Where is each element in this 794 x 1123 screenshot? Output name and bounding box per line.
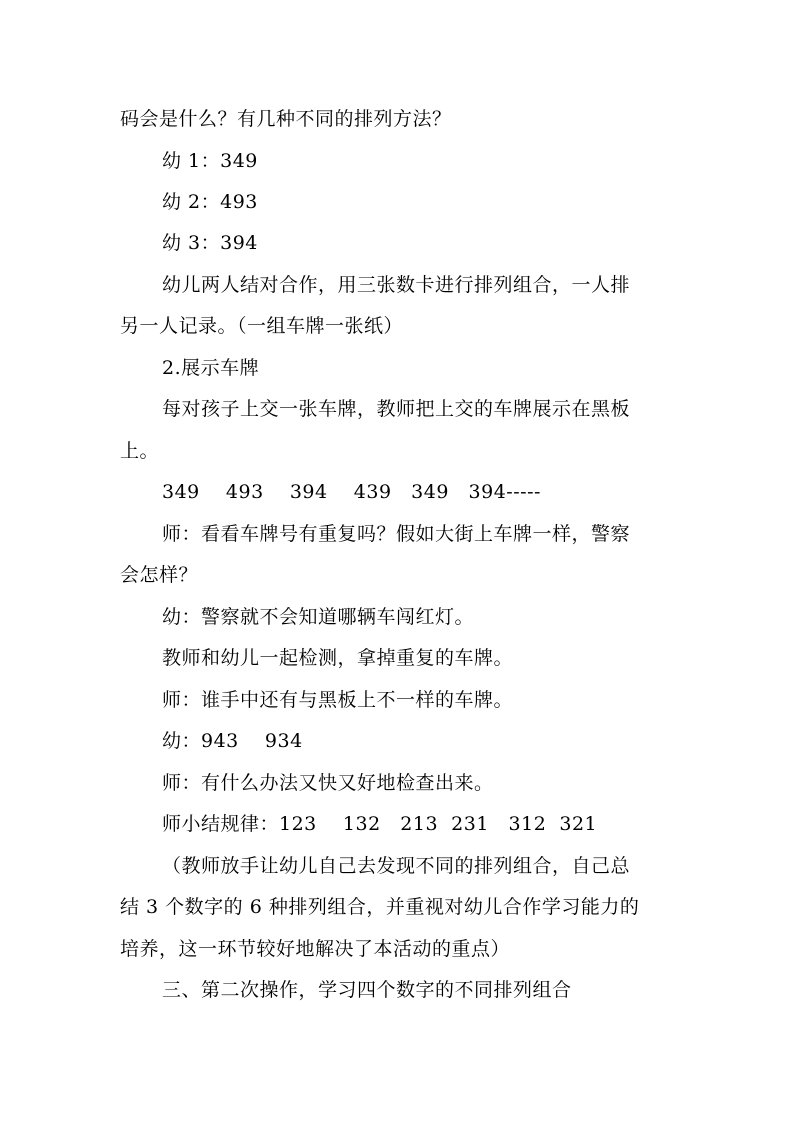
section-heading: 三、第二次操作，学习四个数字的不同排列组合	[162, 979, 572, 1001]
text-line: 每对孩子上交一张车牌，教师把上交的车牌展示在黑板	[162, 398, 631, 420]
text-line: 幼 2：493	[162, 191, 258, 213]
text-line: 幼儿两人结对合作，用三张数卡进行排列组合，一人排	[162, 274, 631, 296]
text-line: 幼：943 934	[162, 730, 303, 752]
text-line: 师：谁手中还有与黑板上不一样的车牌。	[162, 689, 514, 711]
text-line: 师：看看车牌号有重复吗？假如大街上车牌一样，警察	[162, 523, 631, 545]
text-line: 幼 3：394	[162, 232, 258, 254]
text-line: 师：有什么办法又快又好地检查出来。	[162, 772, 494, 794]
plate-numbers-line: 349 493 394 439 349 394-----	[162, 481, 541, 503]
text-line: （教师放手让幼儿自己去发现不同的排列组合，自己总	[162, 855, 631, 877]
text-line: 教师和幼儿一起检测，拿掉重复的车牌。	[162, 647, 514, 669]
text-line: 另一人记录。（一组车牌一张纸）	[120, 315, 404, 337]
text-line: 上。	[120, 440, 160, 462]
text-line: 幼：警察就不会知道哪辆车闯红灯。	[162, 606, 475, 628]
text-line: 幼 1：349	[162, 150, 258, 172]
text-line: 码会是什么？有几种不同的排列方法？	[120, 108, 452, 130]
summary-line: 师小结规律：123 132 213 231 312 321	[162, 813, 598, 835]
text-line: 会怎样？	[120, 564, 199, 586]
section-heading: 2.展示车牌	[162, 357, 260, 379]
text-line: 培养，这一环节较好地解决了本活动的重点）	[120, 938, 511, 960]
text-line: 结 3 个数字的 6 种排列组合，并重视对幼儿合作学习能力的	[120, 896, 640, 918]
